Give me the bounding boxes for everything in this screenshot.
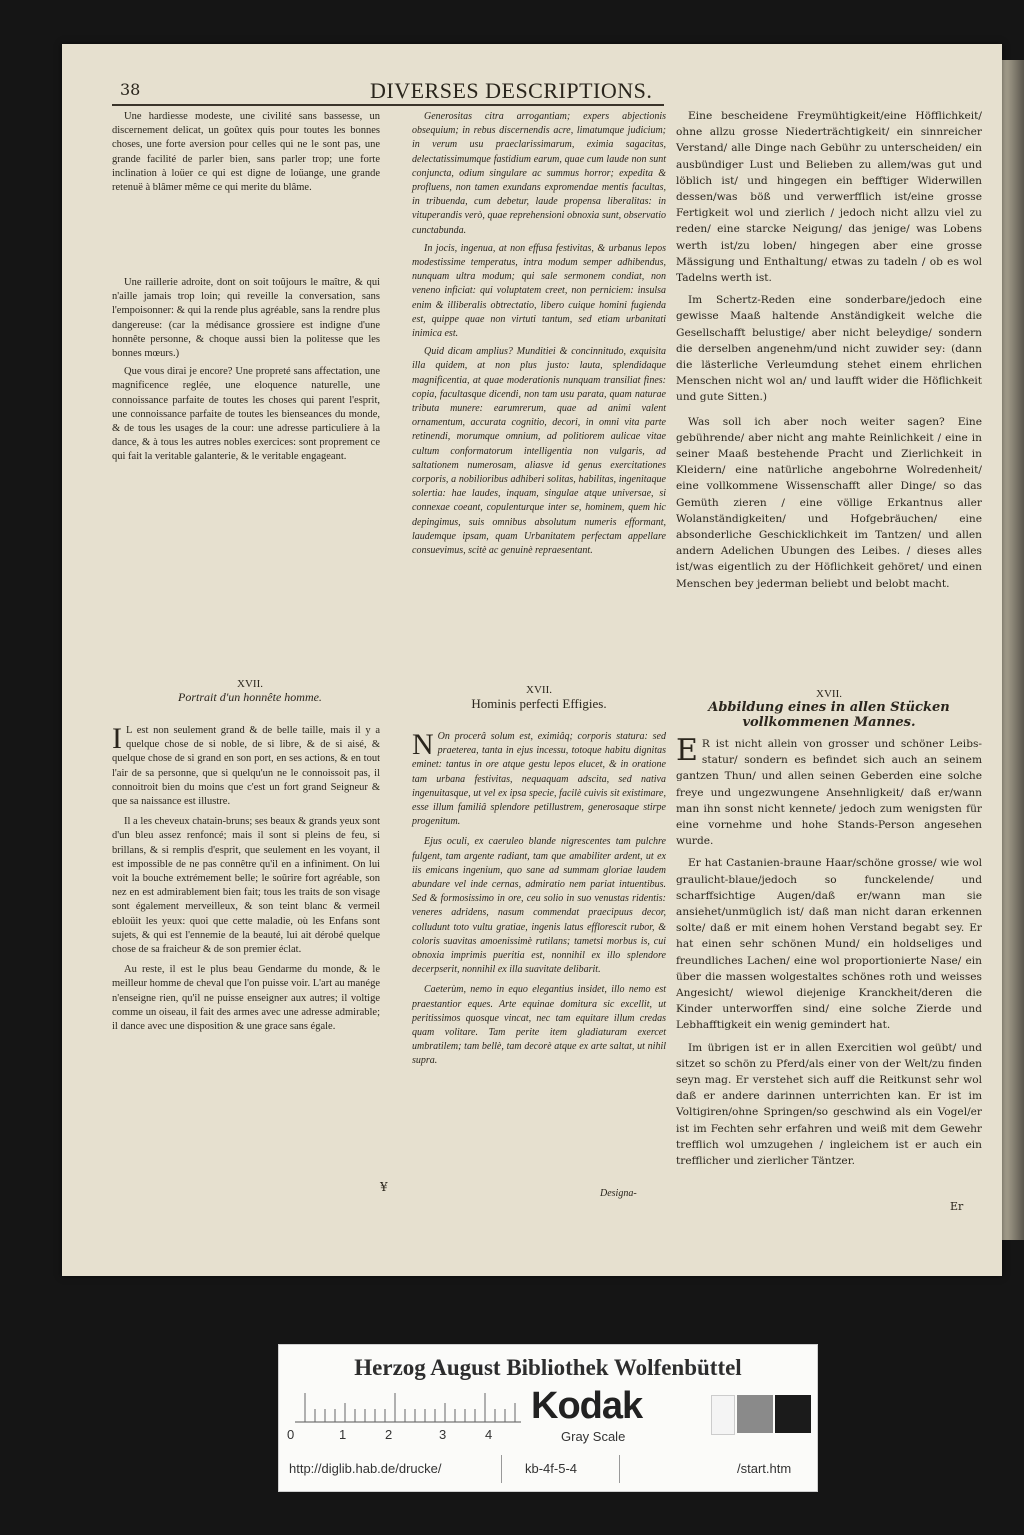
signature-mark: ¥ <box>380 1180 388 1194</box>
section-number: XVII. <box>526 684 552 696</box>
latin-portrait-paragraph: Caeterùm, nemo in equo elegantius insidet, illo nemo est praestantior eques. Arte equinae domitura sic excellit, ut peritissimos quosque vincat, nec tam equitare illum credas quam volitare. Tam perite item gladiaturam exercet umbratilem; tam bellè, tam decorè atque ex arte saltat, ut nihil supra. <box>412 984 666 1067</box>
german-section-heading <box>676 688 982 730</box>
gray-scale-label: Gray Scale <box>561 1429 626 1444</box>
section-title: Portrait d'un honnête homme. <box>178 690 322 704</box>
divider <box>501 1455 502 1483</box>
swatch-black <box>775 1395 811 1433</box>
facing-page-edge <box>1002 60 1024 1240</box>
german-portrait-paragraph: Er hat Castanien-braune Haar/schöne grosse/ wie wol graulicht-blaue/jedoch so funckelende/ und scharffsichtige Augen/daß er/wann man sie ansiehet/unmüglich ist/ daß man nicht daran erkennen solte/ daß er mit einem hohen Verstand begabt sey. Er hat einen sehr schönen Mund/ ein holdseliges und freundliches Lachen/ eine wol proportionierte Nase/ ein über die massen wolgestaltes schönes roth und weisses Angesicht/ wiewol diejenige Kranckheit/deren die Kinder unterworffen sind/ eine solche Zierde und Lebhafftigkeit ein wenig gemindert hat. <box>676 857 982 1032</box>
german-column-upper <box>676 108 982 592</box>
section-number: XVII. <box>237 678 263 690</box>
header-rule <box>112 104 664 106</box>
library-url: http://diglib.hab.de/drucke/ <box>289 1461 442 1476</box>
scale-label: 2 <box>385 1427 393 1442</box>
shelfmark: kb-4f-5-4 <box>525 1461 578 1476</box>
page-number: 38 <box>120 80 141 99</box>
latin-portrait <box>412 730 666 1069</box>
running-title: DIVERSES DESCRIPTIONS. <box>370 78 653 103</box>
scale-label: 0 <box>287 1427 295 1442</box>
french-portrait-paragraph: Au reste, il est le plus beau Gendarme du monde, & le meilleur homme de cheval que l'on puisse voir. L'art au manége n'enseigne rien, qu'il ne puisse enseigner aux autres; il voltige comme un oiseau, il fait des armes avec une adresse admirable; il dance avec une disposition & une grace sans égale. <box>112 964 380 1033</box>
scan-target-card <box>278 1344 818 1492</box>
french-paragraph: Que vous dirai je encore? Une propreté sans affectation, une magnificence reglée, une eloquence naturelle, une connoissance parfaite de toutes les choses qui parent l'esprit, une connoissance parfaite de toutes les bienseances du monde, & de tous les usages de la cour: une adresse particuliere à la dance, & à tous les autres nobles exercices: sont proprement ce qui fait la veritable galanterie, & le veritable engageant. <box>112 366 380 463</box>
german-portrait-paragraph: R ist nicht allein von grosser und schöner Leibs-statur/ sondern es befindet sich auch an seinem gantzen Thun/ und allen seinen Geberden eine solche freye und ungezwungene Ansehnligkeit/ daß er/wann man ihn sonst nicht kennete/ jedoch zum wenigsten für eine vornehme und hohe Stands-Person angesehen wurde. <box>676 738 982 848</box>
latin-portrait-paragraph: On procerâ solum est, eximiâq; corporis statura: sed praeterea, tanta in ejus incessu, totoque habitu dignitas eminet: tantus in ore atque gestu lepos elucet, & in oratione tam urbana festivitas, nequaquam adscita, sed nativa ingenuitasque, ut vel ex ipsa specie, facilè cuivis sit existimare, esse illum familiâ splendore petillustrem, generosaque stirpe progenitum. <box>412 731 666 828</box>
latin-paragraph: Generositas citra arrogantiam; expers abjectionis obsequium; in rebus discernendis acre, limatumque judicium; in verum usu praeclarissimarum, eximia sagacitas, delectatissimumque fastidium earum, quae cum laude non sunt conjuncta, odium singulare ac summus horror; expedita & profluens, non tamen exundans expromendae mentis facultas, in tribuenda, cum debetur, laude propensa liberalitas: in vituperandis verò, quae reprehensioni obnoxia sunt, observatio cunctabunda. <box>412 111 666 236</box>
section-number: XVII. <box>816 688 842 700</box>
german-paragraph: Was soll ich aber noch weiter sagen? Eine gebührende/ aber nicht ang mahte Reinlichkeit / eine in seiner Maaß bestehende Pracht und Zierlichkeit in Kleidern/ eine natürliche angebohrne Wolredenheit/ eine vollkommene Wissenschafft aller Dinge/ so das Gemüth zieren / eine völlige Erkantnus aller Wolanständigkeiten/ und Hofgebräuchen/ eine absonderliche Geschicklichkeit im Tantzen/ und allen andern Adelichen Ubungen des Leibes. / dieses alles ist/was eigentlich zu der Höflichkeit gehöret/ und einen Menschen bey jederman beliebt und belobt macht. <box>676 415 982 590</box>
latin-paragraph: Quid dicam amplius? Munditiei & concinnitudo, exquisita illa quidem, at non plus justo: lauta, splendidaque magnificentia, at quae moderationis nunquam transiliat fines: copia, facultasque dicendi, non tam usu parata, quam naturae tributa munere: earumrerum, quae ad animi valent ornamentum, accurata cognitio, decori, in omni vita parte retinendi, morumque omnium, ad politiorem aulicae vitae cultum conformatorum intelligentia non vulgaris, ad saltationem numerosam, aliasve id genus exercitationes corporis, a nobilioribus adhiberi solitas, habilitas, ingenitaque solertia: hae laudes, inquam, singulae atque universae, si connexae coeant, copulenturque inter se, hominem, quem hic depingimus, suis omnibus absolutum numeris efformant, laudemque ipsam, quam Urbanitatem perfectam appellare consuevimus, scitè ac genuinè repraesentant. <box>412 346 666 557</box>
library-name: Herzog August Bibliothek Wolfenbüttel <box>354 1355 742 1380</box>
kodak-logo: Kodak <box>531 1385 643 1427</box>
section-title: Abbildung eines in allen Stücken vollkommenen Mannes. <box>708 700 950 730</box>
french-portrait <box>112 724 380 1034</box>
french-column-middle <box>112 276 380 465</box>
latin-paragraph: In jocis, ingenua, at non effusa festivitas, & urbanus lepos modestissime temperatus, intra modum semper adhibendus, nunquam ultra modum; qui sale sermonem condiat, non veneno inficiat: qui voluptatem creet, non perniciem: insulsa enim & illiberalis obtrectatio, libero cuique homini fugienda est, quippe quae non virtuti tantum, sed etiam urbanitati inimica est. <box>412 242 666 340</box>
german-paragraph: Eine bescheidene Freymühtigkeit/eine Höfflichkeit/ ohne allzu grosse Niederträchtigkeit/ ein sinnreicher Verstand/ alle Dinge nach Gebühr zu unterscheiden/ ein ausbündiger Lust und Belieben zu allem/was gut und löblich ist/ und hingegen ein befftiger Widerwillen dessen/was böß und verwerfflich ist/eine grosse Fertigkeit wol und zierlich / jedoch nicht allzu viel zu reden/ eine starcke Neigung/ das jenige/ was Lobens werth ist/zu loben/ hingegen aber eine grosse Mässigung und Enthaltung/ etwas zu tadeln / ob es wol Tadelns werth ist. <box>676 110 982 285</box>
french-section-heading <box>150 678 350 705</box>
catchword: Designa- <box>600 1188 637 1199</box>
gray-swatches <box>711 1395 811 1433</box>
french-portrait-paragraph: Il a les cheveux chatain-bruns; ses beaux & grands yeux sont d'un bleu assez renfoncé; mais il sont si pleins de feu, si brillans, & si remplis d'esprit, que seulement en les voyant, il est impossible de ne pas connêtre qu'il en a infiniment. On lui voit la bouche extrémement belle; le soûrire fort agréable, son nez en est admirablement bien fait; tous les traits de son visage sont également merveilleux, & son teint blanc & vermeil ebloüit les yeux: quoi que cette maladie, où les Enfans sont sujets, & qui est l'ennemie de la beauté, lui ait dérobé quelque chose de sa fraicheur & de son premier éclat. <box>112 816 381 956</box>
german-paragraph: Im Schertz-Reden eine sonderbare/jedoch eine gewisse Maaß haltende Anständigkeit welche die Gesellschafft belustige/ aber nicht beleydige/ sondern die derselben angenehm/und nicht zuwider sey: (dann die lästerliche Verleumdung stehet einem ehrlichen Menschen nicht wol an/ und laufft wider die Höflichkeit und gute Sitten.) <box>676 294 982 404</box>
drop-cap: N <box>412 728 434 761</box>
latin-portrait-paragraph: Ejus oculi, ex caeruleo blande nigrescentes tam pulchre fulgent, tam argente radiant, tam que amabiliter ardent, ut ex iis emicans ingenium, quo sane ad summam gloriae laudem abundare vel inde cernas, admiratio nem pariat intuentibus. Sed & formosissimo in ore, ceu solio in suo venustas ridentis: veneres adridens, nasum commendat praecipuus decor, colludunt toto vultu gratiae, ingenis latus efflorescit rubor, & coloris suavitas amoenissimè rutilans; tametsi morbus is, cui obnoxia imprimis pueritia est, nonnihil ex illo splendore decerpserit, nonnihil ex illa suavitate delibarit. <box>412 836 666 976</box>
scale-label: 4 <box>485 1427 493 1442</box>
latin-section-heading <box>412 684 666 712</box>
scale-label: 3 <box>439 1427 447 1442</box>
start-page: /start.htm <box>737 1461 792 1476</box>
scale-label: 1 <box>339 1427 347 1442</box>
ruler-scale <box>295 1389 521 1423</box>
swatch-gray <box>737 1395 773 1433</box>
section-title: Hominis perfecti Effigies. <box>471 696 607 711</box>
catchword: Er <box>950 1200 964 1213</box>
german-portrait <box>676 733 982 1169</box>
drop-cap: I <box>112 722 122 755</box>
swatch-white <box>711 1395 735 1435</box>
french-paragraph: Une raillerie adroite, dont on soit toûjours le maître, & qui n'aille jamais trop loin; qui reveille la conversation, sans l'empoisonner: & qui la rende plus agréable, sans la rendre plus dangereuse: (car la médisance grossiere est indigne d'une honnête personne, & choque aussi bien la politesse que les bonnes mœurs.) <box>112 277 380 360</box>
french-column-upper <box>112 110 380 195</box>
drop-cap: E <box>676 733 698 768</box>
latin-column-upper <box>412 110 666 558</box>
french-portrait-paragraph: L est non seulement grand & de belle taille, mais il y a quelque chose de si noble, de si libre, & de si aisé, & quelque chose de si grand en son port, en ses actions, & en tout l'air de sa personne, que si quelqu'un ne le connoissoit pas, il connoitroit bien du moins que c'est un fort grand Seigneur & que sa naissance est illustre. <box>112 725 380 808</box>
french-paragraph: Une hardiesse modeste, une civilité sans bassesse, un discernement delicat, un goûtex quis pour toutes les bonnes choses, une forte aversion pour celles qui ne le sont pas, une grande facilité de parler bien, sans parler trop; une forte inclination à loüer ce qui est digne de loüange, une grande retenuë à blâmer même ce qui merite du blâme. <box>112 111 380 194</box>
divider <box>619 1455 620 1483</box>
german-portrait-paragraph: Im übrigen ist er in allen Exercitien wol geübt/ und sitzet so schön zu Pferd/als einer von der Welt/zu finden seyn mag. Er verstehet sich auff die Reitkunst sehr wol daß er andere darinnen unterrichten kan. Er ist im Voltigiren/ohne Springen/so geschwind als ein Vogel/er ist im Fechten sehr erfahren und weiß mit dem Gewehr trefflich wol umzugehen / ingleichem ist er auch ein trefflicher und zierlicher Täntzer. <box>676 1041 982 1168</box>
